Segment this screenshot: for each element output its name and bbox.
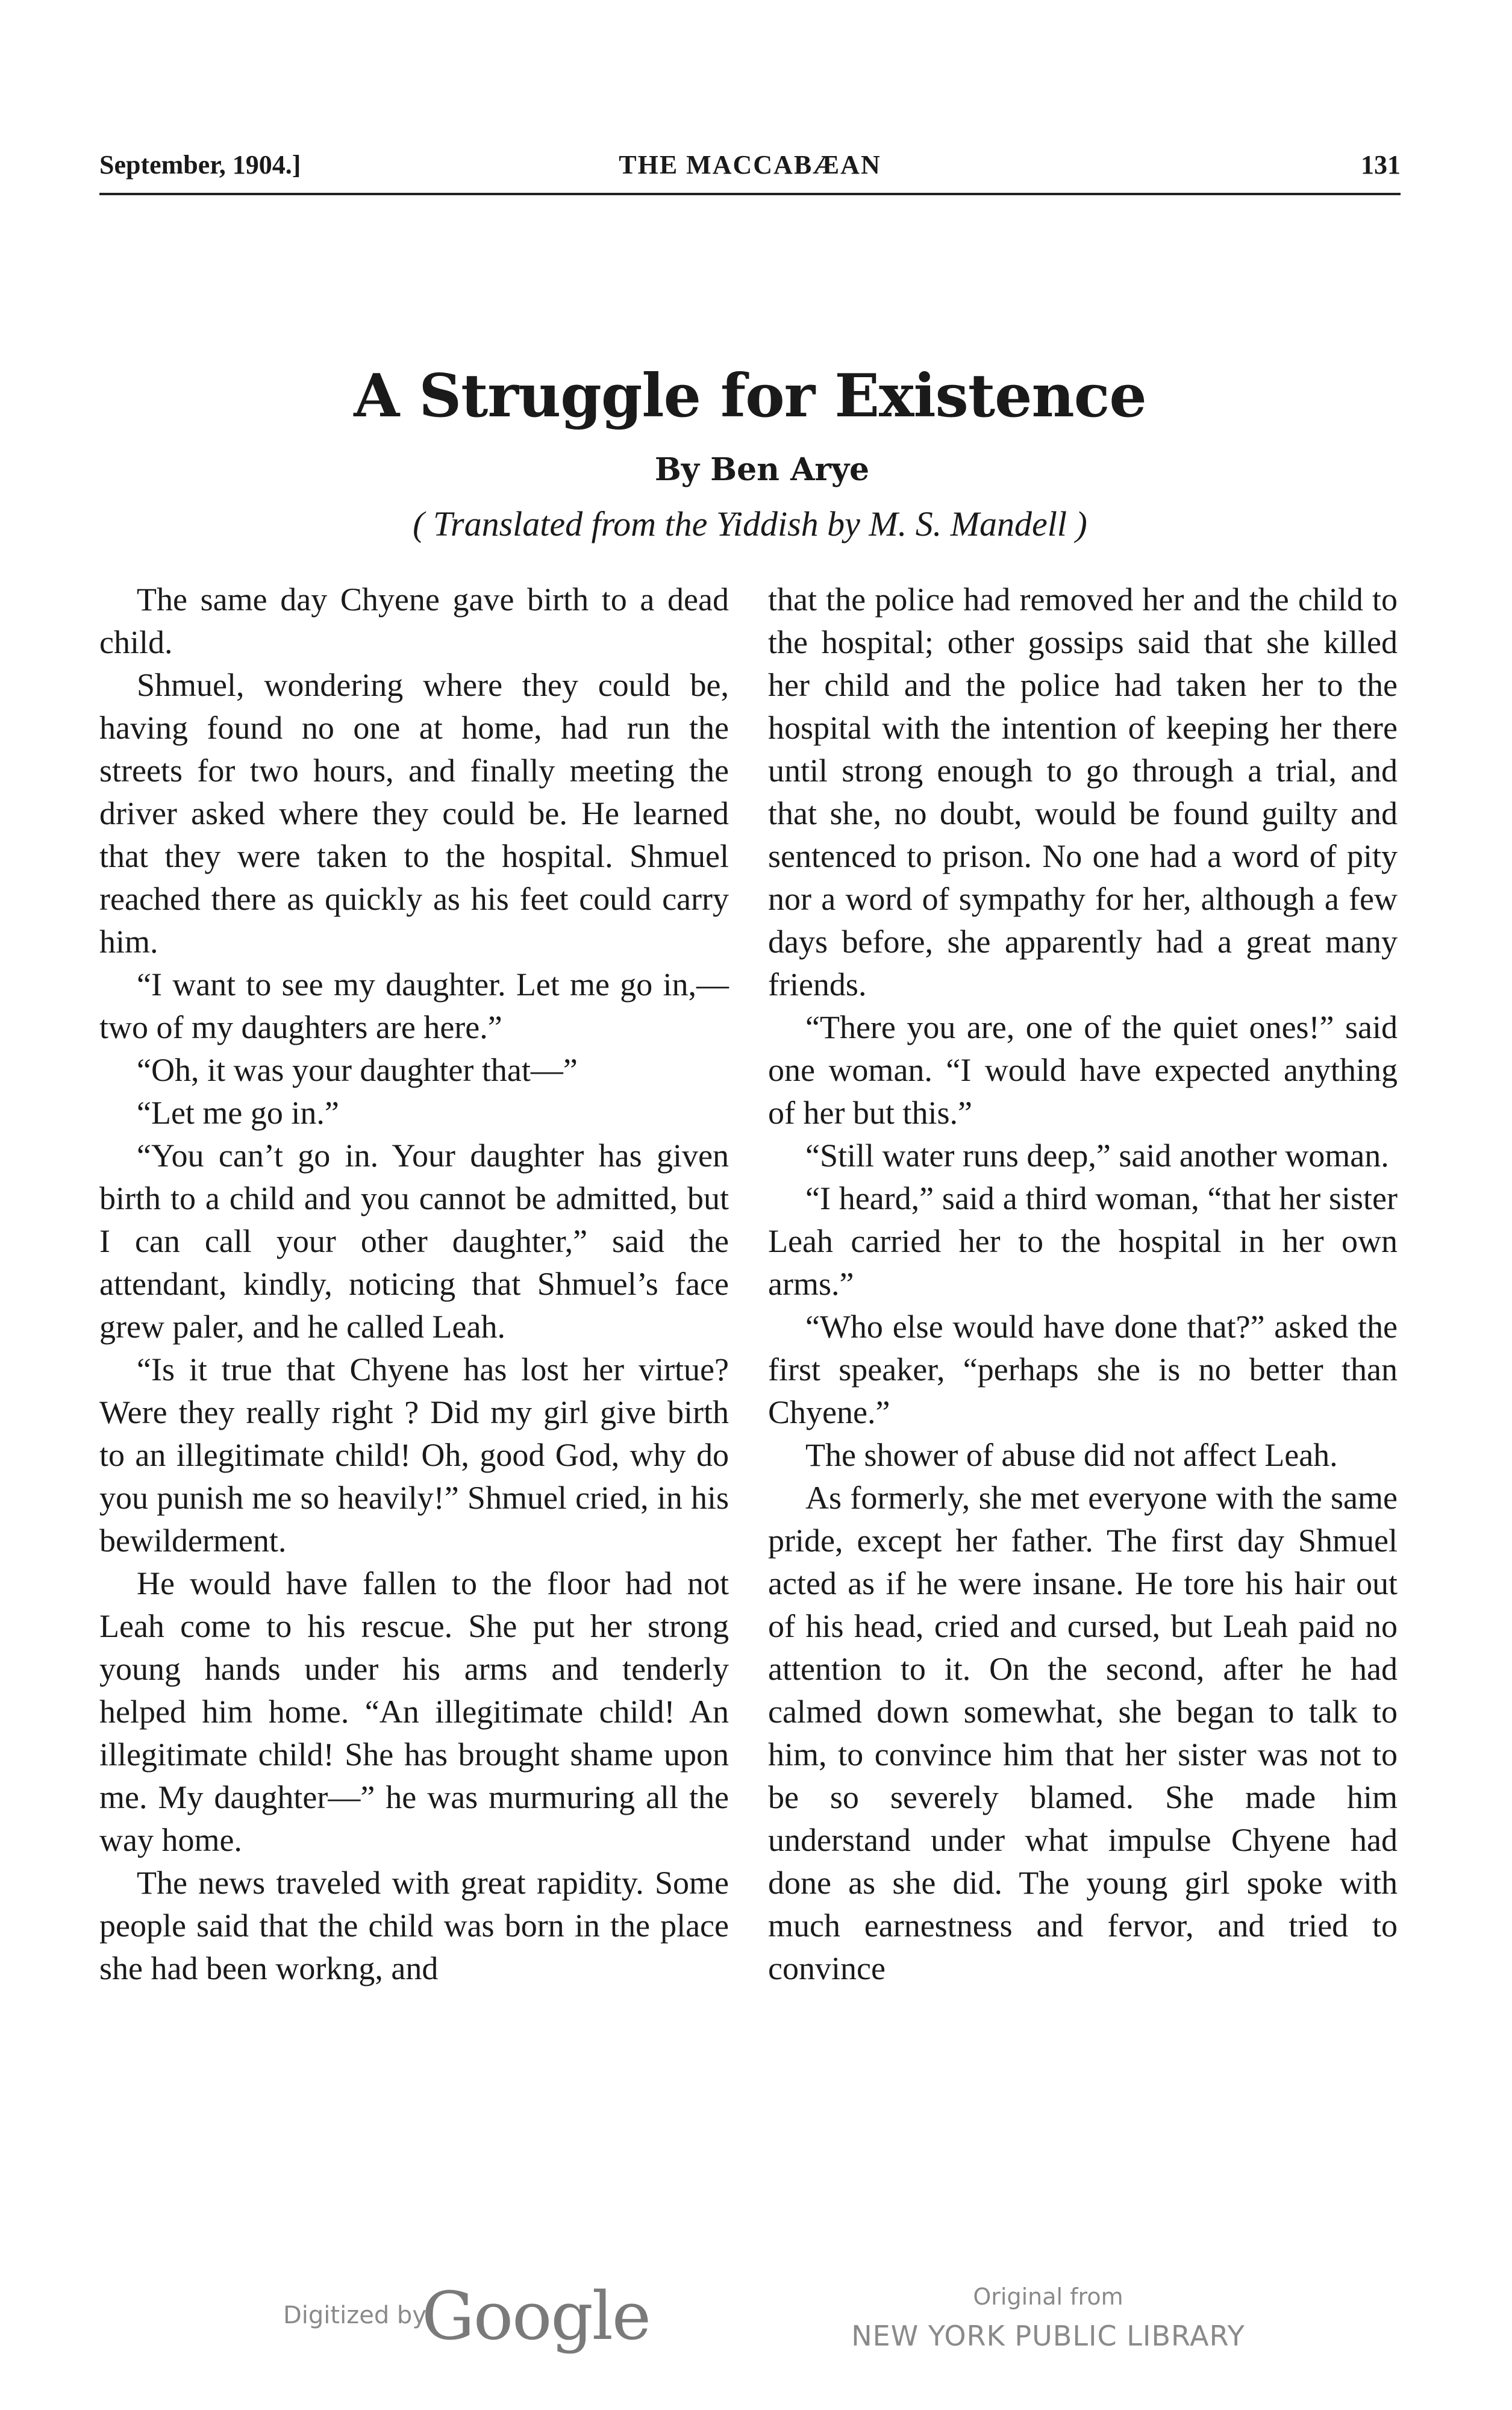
paragraph: The same day Chyene gave birth to a dead child.	[99, 581, 729, 660]
right-text-column	[768, 578, 1398, 1990]
article-heading	[99, 362, 1401, 544]
paragraph: “You can’t go in. Your daughter has given birth to a child and you cannot be admitted, but I can call your other daughter,” said the attendant, kindly, noticing that Shmuel’s face grew paler, and he called Leah.	[99, 1138, 729, 1345]
running-header	[99, 139, 1401, 195]
paragraph: “I heard,” said a third woman, “that her sister Leah carried her to the hospital in her own arms.”	[768, 1180, 1398, 1302]
library-name: NEW YORK PUBLIC LIBRARY	[851, 2320, 1245, 2352]
paragraph: “There you are, one of the quiet ones!” said one woman. “I would have expected anything of her but this.”	[768, 1009, 1398, 1131]
paragraph: “Let me go in.”	[137, 1095, 339, 1131]
paragraph: “Still water runs deep,” said another woman.	[805, 1138, 1389, 1174]
paragraph: “I want to see my daughter. Let me go in,—two of my daughters are here.”	[99, 966, 729, 1045]
paragraph: that the police had removed her and the child to the hospital; other gossips said that she killed her child and the police had taken her to the hospital with the intention of keeping her there until strong enough to go through a trial, and that she, no doubt, would be found guilty and sentenced to prison. No one had a word of pity nor a word of sympathy for her, although a few days before, she apparently had a great many friends.	[768, 581, 1398, 1003]
paragraph: He would have fallen to the floor had not Leah come to his rescue. She put her strong young hands under his arms and tenderly helped him home. “An illegitimate child! An illegitimate child! She has brought shame upon me. My daughter—” he was murmuring all the way home.	[99, 1565, 729, 1858]
header-journal-title: THE MACCABÆAN	[619, 150, 881, 180]
paragraph: Shmuel, wondering where they could be, having found no one at home, had run the streets for two hours, and finally meeting the driver asked where they could be. He learned that they were taken to the hospital. Shmuel reached there as quickly as his feet could carry him.	[99, 667, 729, 960]
left-text-column	[99, 578, 729, 1990]
paragraph: As formerly, she met everyone with the same pride, except her father. The first day Shmuel acted as if he were insane. He tore his hair out of his head, cried and cursed, but Leah paid no attention to it. On the second, after he had calmed down somewhat, she began to talk to him, to convince him that her sister was not to be so severely blamed. She made him understand under what impulse Chyene had done as she did. The young girl spoke with much earnestness and fervor, and tried to convince	[768, 1480, 1398, 1986]
paragraph: “Oh, it was your daughter that—”	[137, 1052, 578, 1088]
header-date: September, 1904.]	[99, 150, 301, 180]
paragraph: “Who else would have done that?” asked the first speaker, “perhaps she is no better than Chyene.”	[768, 1309, 1398, 1430]
paragraph: The shower of abuse did not affect Leah.	[805, 1437, 1338, 1473]
google-logo: Google	[422, 2277, 651, 2355]
original-from-label: Original from	[973, 2283, 1123, 2310]
digitized-by-label: Digitized by	[283, 2302, 426, 2329]
paragraph: “Is it true that Chyene has lost her virtue? Were they really right ? Did my girl give birth to an illegitimate child! Oh, good God, why do you punish me so heavily!” Shmuel cried, in his bewilderment.	[99, 1351, 729, 1559]
article-translator-credit: ( Translated from the Yiddish by M. S. Mandell )	[413, 504, 1087, 543]
paragraph: The news traveled with great rapidity. Some people said that the child was born in the place she had been workng, and	[99, 1865, 729, 1986]
article-byline: By Ben Arye	[654, 451, 870, 488]
article-title: A Struggle for Existence	[354, 362, 1146, 431]
digitization-footer	[0, 2277, 1512, 2374]
header-page-number: 131	[1361, 150, 1401, 180]
